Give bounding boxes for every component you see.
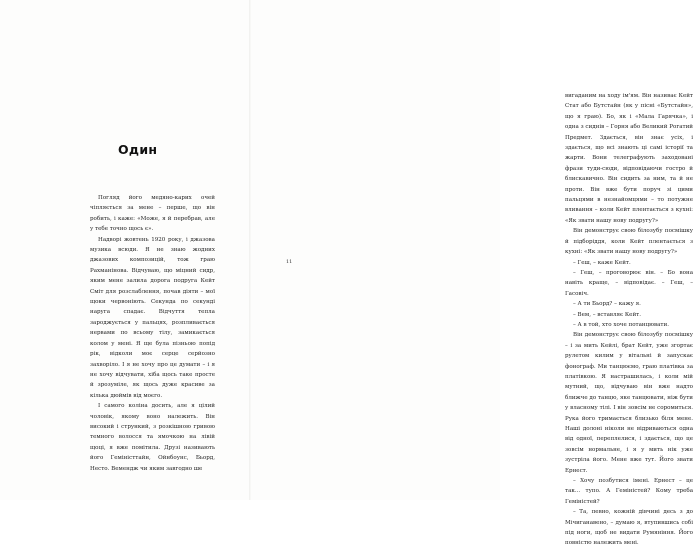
paragraph: – Хочу позбутися імені. Ернест – це так... тупо. А Геміністей? Кому треба Геміністей? (565, 478, 693, 505)
paragraph: – Геш, – каже Кейт. (573, 259, 631, 266)
paragraph: – А ти Бьорд? – кажу я. (573, 301, 641, 308)
paragraph: Він демонструє свою білозубу посмішку – і за мить Кейлі, брат Кейт, уже згортає рулетом килим у вітальні й запускає фонограф. Ми танцюємо, граю платівка за платівкою. Я настрашилась, і коли мій мутний, що, відчуваю він вже надто ближче до танцю, яке танцювати, ніж бути у власному тілі. І він зовсім не соромиться. Рука його тримається близько біля мене. Наші долоні ніколи не відриваються одна від одної, переплелися, і здається, що це зовсім нормальне, і я у мить нік уже зустріла його. Мене вже тут. Його звати Ернест. (565, 332, 693, 474)
left-page-text (90, 193, 215, 474)
paragraph: – А в той, хто хоче потанцювати. (573, 321, 669, 328)
page-number: 11 (286, 259, 293, 265)
paragraph: вигаданим на ходу ім'ям. Він називає Кейт Стат або Бутстайн (як у пісні «Бутстайн», що я граю). Бо, як і «Мала Гарячка», і одна з сиднів – Горня або Великий Рогатий Предмет. Здається, він знає усіх, і здається, що всі знають ці самі історії та жарти. Вони телеграфують заходовані фрази туди-сюди, відповідаючи гостро й блискавично. Він сидить за ним, та й не проти. Він вже бути поруч зі цими пальцями в незнайомцями – то потужне вливання – коли Кейт плентається з кухні: «Як звати нашу нову подругу?» (565, 93, 693, 224)
paragraph: Погляд його медяно-карих очей чіпляється за мене – перше, що він робить, і кажe: «Може, я й перебрав, але у тебе точно щось є». (90, 195, 215, 233)
right-page-text (565, 91, 693, 549)
paragraph: Він демонструє свою білозубу посмішку й підборіддя, коли Кейт плентається з кухні: «Як звати нашу нову подругу?» (565, 228, 693, 256)
left-page (0, 0, 250, 500)
chapter-title: Один (118, 142, 158, 157)
paragraph: – Геш, – проговорює він. – Бо вона навіть краще, – відповідає. – Геш, – Гасовіч. (565, 269, 693, 297)
paragraph: Надворі жовтень 1920 року, і джазова музика всюди. Я не знаю жодних джазових композицій, тож граю Рахманінова. Відчуваю, що міцний сидр, яким мене залила дорога подруга Кейт Сміт для розслаблення, почав діяти – мої щоки червоніють. Секунда по секунді наруга спадає. Відчуття тепла зароджується у пальцях, розпливається нервами по всьому тілу, замикається колом у мені. Я ще була пізньою попід рік, відколи моє серце серйозно захворіло. І я не хочу про це думати – і я не хочу відчувати, хіба щось таке просте й зрозуміле, як щось дуже красиве за кілька дюймів від моєго. (90, 236, 215, 399)
paragraph: – Та, певно, кожній дівчині десь з до Мічиганавено, – думаю я, втупившись собі під ноги, щоб не видати Румяніння. Його повністю належить мені. (565, 509, 693, 547)
paragraph: – Вем, – вставляє Кейт. (573, 311, 641, 318)
paragraph: І самого коліна досить, але я цілий чоловік, якому воно належить. Він високий і стрункий, з розкішною гривою темного волосся та ямочкою на лівій щоці, я вже помітила. Друзі називають його Геміністтайн, Ойнбоунс, Бьорд, Несто. Вемендж чи яким завгодно ше (90, 403, 215, 472)
right-page (250, 0, 693, 547)
